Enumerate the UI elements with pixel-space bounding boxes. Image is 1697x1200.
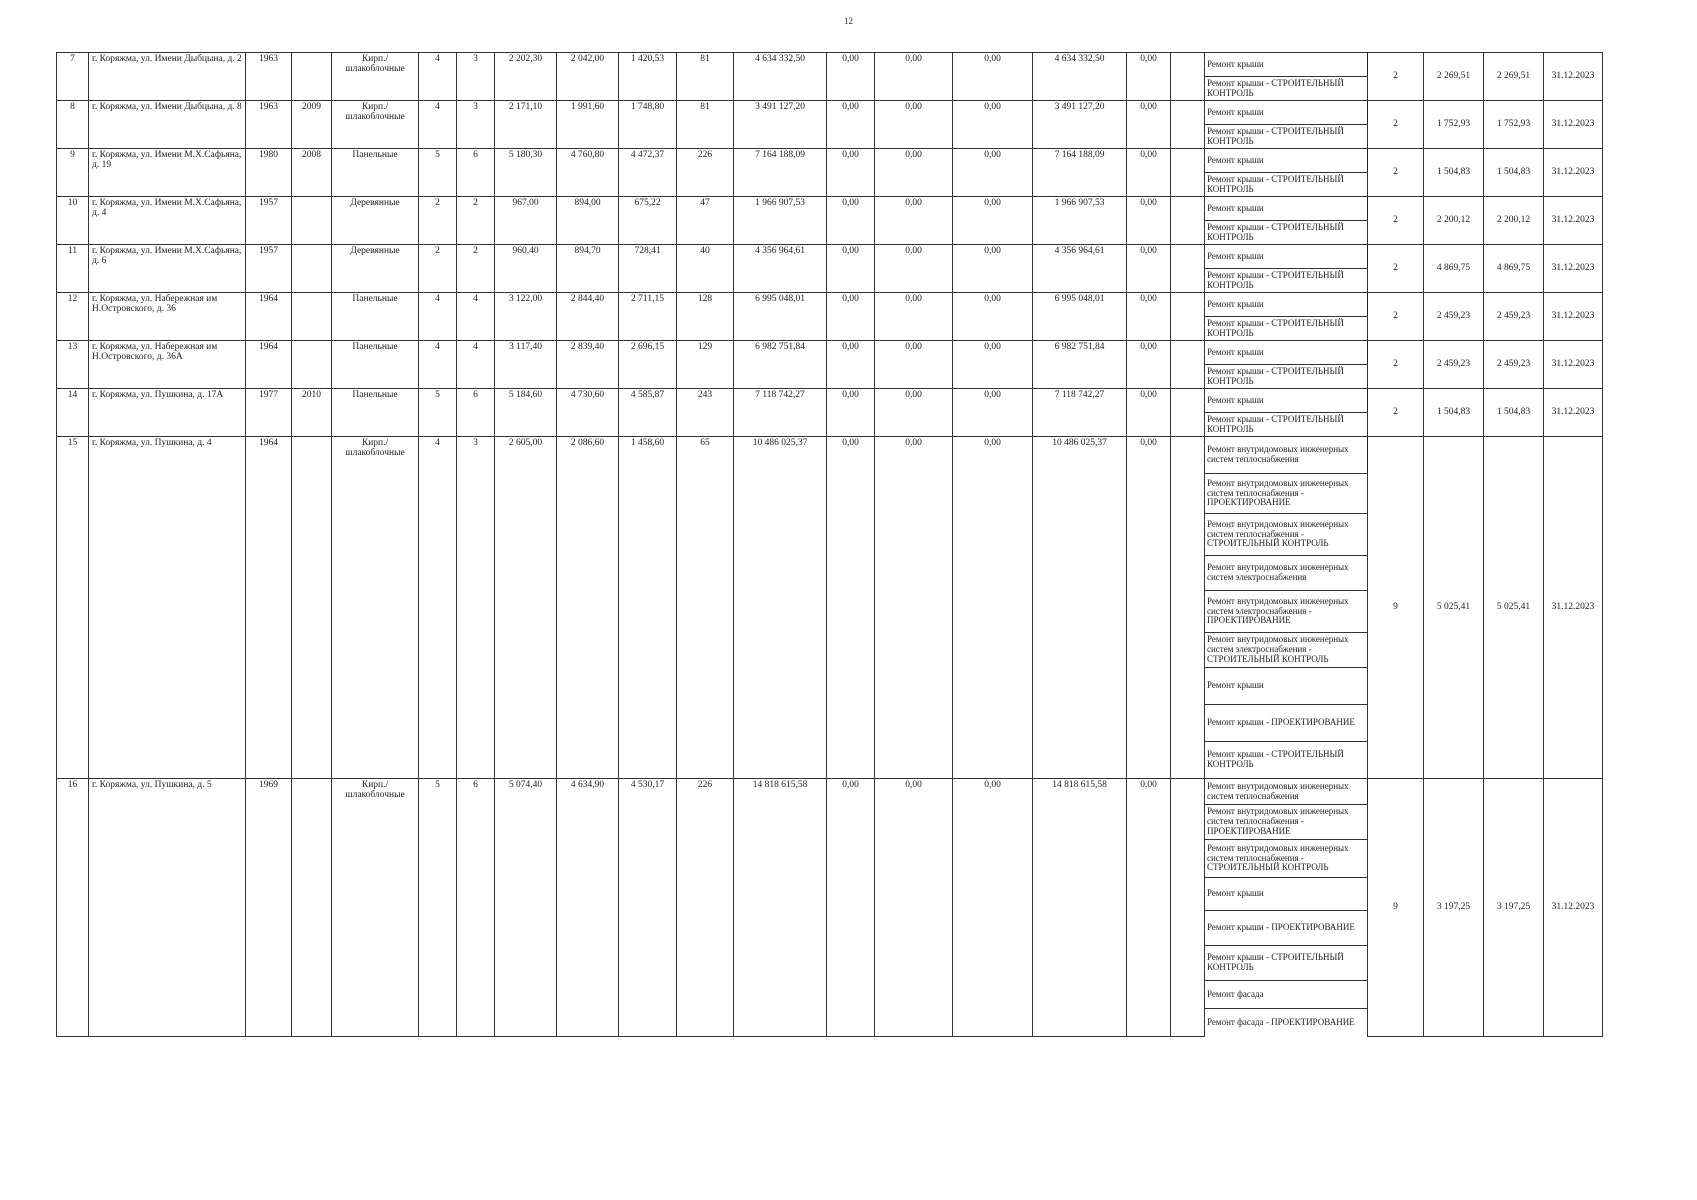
- cost-region: 0,00: [875, 245, 953, 293]
- row-number: 8: [57, 101, 89, 149]
- cost-fund: 0,00: [827, 779, 875, 1037]
- table-row: [57, 389, 1603, 413]
- residents: 129: [677, 341, 734, 389]
- cost-other: 0,00: [1127, 293, 1171, 341]
- entrances: 3: [457, 101, 495, 149]
- row-number: 16: [57, 779, 89, 1037]
- year-overhaul: 2008: [292, 149, 332, 197]
- year-built: 1977: [246, 389, 292, 437]
- max-cost: 1 752,93: [1484, 101, 1544, 149]
- year-built: 1963: [246, 101, 292, 149]
- max-cost: 2 269,51: [1484, 53, 1544, 101]
- table-row: [57, 149, 1603, 173]
- entrances: 3: [457, 437, 495, 779]
- work-type: Ремонт крыши - СТРОИТЕЛЬНЫЙ КОНТРОЛЬ: [1205, 413, 1368, 437]
- deadline: 31.12.2023: [1544, 437, 1603, 779]
- cost-other: 0,00: [1127, 341, 1171, 389]
- floors: 5: [419, 389, 457, 437]
- work-type: Ремонт крыши: [1205, 878, 1368, 911]
- area-total: 5 074,40: [495, 779, 557, 1037]
- cost-total: 3 491 127,20: [734, 101, 827, 149]
- work-count: 2: [1368, 245, 1424, 293]
- area-total: 2 202,30: [495, 53, 557, 101]
- area-total: 5 184,60: [495, 389, 557, 437]
- spacer-cell: [1171, 197, 1205, 245]
- floors: 4: [419, 437, 457, 779]
- year-overhaul: [292, 779, 332, 1037]
- deadline: 31.12.2023: [1544, 293, 1603, 341]
- area-premises: 2 844,40: [557, 293, 619, 341]
- max-cost: 3 197,25: [1484, 779, 1544, 1037]
- work-type: Ремонт внутридомовых инженерных систем теплоснабжения - СТРОИТЕЛЬНЫЙ КОНТРОЛЬ: [1205, 840, 1368, 878]
- unit-cost: 1 504,83: [1424, 149, 1484, 197]
- work-type: Ремонт крыши - СТРОИТЕЛЬНЫЙ КОНТРОЛЬ: [1205, 125, 1368, 149]
- area-residential: 1 458,60: [619, 437, 677, 779]
- cost-region: 0,00: [875, 389, 953, 437]
- residents: 65: [677, 437, 734, 779]
- table-row: [57, 53, 1603, 77]
- unit-cost: 4 869,75: [1424, 245, 1484, 293]
- work-type: Ремонт крыши - ПРОЕКТИРОВАНИЕ: [1205, 911, 1368, 946]
- area-premises: 4 730,60: [557, 389, 619, 437]
- work-count: 2: [1368, 53, 1424, 101]
- work-type: Ремонт внутридомовых инженерных систем теплоснабжения - ПРОЕКТИРОВАНИЕ: [1205, 474, 1368, 514]
- address: г. Коряжма, ул. Набережная им Н.Островского, д. 36: [89, 293, 246, 341]
- row-number: 14: [57, 389, 89, 437]
- floors: 4: [419, 293, 457, 341]
- area-total: 2 171,10: [495, 101, 557, 149]
- cost-region: 0,00: [875, 293, 953, 341]
- table-row: [57, 293, 1603, 317]
- spacer-cell: [1171, 437, 1205, 779]
- entrances: 4: [457, 293, 495, 341]
- work-type: Ремонт внутридомовых инженерных систем теплоснабжения: [1205, 779, 1368, 805]
- address: г. Коряжма, ул. Имени М.Х.Сафьяна, д. 19: [89, 149, 246, 197]
- table-row: [57, 245, 1603, 269]
- area-total: 3 122,00: [495, 293, 557, 341]
- year-built: 1957: [246, 245, 292, 293]
- cost-fund: 0,00: [827, 149, 875, 197]
- spacer-cell: [1171, 245, 1205, 293]
- work-type: Ремонт крыши - СТРОИТЕЛЬНЫЙ КОНТРОЛЬ: [1205, 269, 1368, 293]
- deadline: 31.12.2023: [1544, 197, 1603, 245]
- year-overhaul: 2010: [292, 389, 332, 437]
- work-type: Ремонт крыши: [1205, 245, 1368, 269]
- year-built: 1964: [246, 437, 292, 779]
- wall-material: Кирп./ шлакоблочные: [332, 101, 419, 149]
- floors: 4: [419, 53, 457, 101]
- year-built: 1964: [246, 293, 292, 341]
- cost-region: 0,00: [875, 341, 953, 389]
- area-residential: 1 748,80: [619, 101, 677, 149]
- residents: 81: [677, 101, 734, 149]
- floors: 2: [419, 245, 457, 293]
- year-overhaul: 2009: [292, 101, 332, 149]
- cost-local: 0,00: [953, 437, 1033, 779]
- work-type: Ремонт внутридомовых инженерных систем теплоснабжения: [1205, 437, 1368, 474]
- address: г. Коряжма, ул. Пушкина, д. 4: [89, 437, 246, 779]
- spacer-cell: [1171, 293, 1205, 341]
- cost-other: 0,00: [1127, 101, 1171, 149]
- year-built: 1964: [246, 341, 292, 389]
- table-row: [57, 197, 1603, 221]
- cost-other: 0,00: [1127, 779, 1171, 1037]
- residents: 243: [677, 389, 734, 437]
- cost-local: 0,00: [953, 245, 1033, 293]
- cost-region: 0,00: [875, 53, 953, 101]
- table-row: [57, 779, 1603, 805]
- work-type: Ремонт крыши: [1205, 149, 1368, 173]
- year-overhaul: [292, 53, 332, 101]
- cost-total: 6 982 751,84: [734, 341, 827, 389]
- cost-fund: 0,00: [827, 53, 875, 101]
- cost-fund: 0,00: [827, 101, 875, 149]
- cost-fund: 0,00: [827, 341, 875, 389]
- cost-local: 0,00: [953, 293, 1033, 341]
- area-premises: 4 760,80: [557, 149, 619, 197]
- row-number: 13: [57, 341, 89, 389]
- year-built: 1957: [246, 197, 292, 245]
- cost-total: 7 118 742,27: [734, 389, 827, 437]
- entrances: 6: [457, 779, 495, 1037]
- area-total: 2 605,00: [495, 437, 557, 779]
- address: г. Коряжма, ул. Имени М.Х.Сафьяна, д. 4: [89, 197, 246, 245]
- wall-material: Панельные: [332, 389, 419, 437]
- residents: 128: [677, 293, 734, 341]
- cost-other: 0,00: [1127, 245, 1171, 293]
- unit-cost: 2 269,51: [1424, 53, 1484, 101]
- deadline: 31.12.2023: [1544, 341, 1603, 389]
- unit-cost: 1 752,93: [1424, 101, 1484, 149]
- cost-owners: 7 118 742,27: [1033, 389, 1127, 437]
- work-type: Ремонт крыши - СТРОИТЕЛЬНЫЙ КОНТРОЛЬ: [1205, 317, 1368, 341]
- work-type: Ремонт крыши: [1205, 389, 1368, 413]
- year-built: 1980: [246, 149, 292, 197]
- work-type: Ремонт внутридомовых инженерных систем теплоснабжения - ПРОЕКТИРОВАНИЕ: [1205, 805, 1368, 840]
- max-cost: 1 504,83: [1484, 389, 1544, 437]
- cost-local: 0,00: [953, 53, 1033, 101]
- address: г. Коряжма, ул. Пушкина, д. 17А: [89, 389, 246, 437]
- area-premises: 894,70: [557, 245, 619, 293]
- cost-owners: 14 818 615,58: [1033, 779, 1127, 1037]
- year-overhaul: [292, 197, 332, 245]
- area-premises: 1 991,60: [557, 101, 619, 149]
- cost-region: 0,00: [875, 149, 953, 197]
- table-body: [57, 53, 1603, 1037]
- cost-owners: 7 164 188,09: [1033, 149, 1127, 197]
- area-total: 3 117,40: [495, 341, 557, 389]
- work-type: Ремонт внутридомовых инженерных систем электроснабжения - ПРОЕКТИРОВАНИЕ: [1205, 591, 1368, 633]
- unit-cost: 3 197,25: [1424, 779, 1484, 1037]
- row-number: 9: [57, 149, 89, 197]
- residents: 226: [677, 779, 734, 1037]
- floors: 4: [419, 341, 457, 389]
- work-type: Ремонт крыши - СТРОИТЕЛЬНЫЙ КОНТРОЛЬ: [1205, 77, 1368, 101]
- wall-material: Панельные: [332, 149, 419, 197]
- cost-owners: 4 634 332,50: [1033, 53, 1127, 101]
- spacer-cell: [1171, 101, 1205, 149]
- spacer-cell: [1171, 149, 1205, 197]
- work-count: 9: [1368, 437, 1424, 779]
- page-number: 12: [844, 16, 853, 26]
- deadline: 31.12.2023: [1544, 149, 1603, 197]
- wall-material: Кирп./ шлакоблочные: [332, 779, 419, 1037]
- cost-other: 0,00: [1127, 389, 1171, 437]
- cost-total: 4 356 964,61: [734, 245, 827, 293]
- year-overhaul: [292, 341, 332, 389]
- cost-total: 7 164 188,09: [734, 149, 827, 197]
- cost-total: 4 634 332,50: [734, 53, 827, 101]
- work-count: 2: [1368, 149, 1424, 197]
- wall-material: Кирп./ шлакоблочные: [332, 437, 419, 779]
- work-type: Ремонт крыши - СТРОИТЕЛЬНЫЙ КОНТРОЛЬ: [1205, 742, 1368, 779]
- entrances: 3: [457, 53, 495, 101]
- spacer-cell: [1171, 341, 1205, 389]
- wall-material: Деревянные: [332, 245, 419, 293]
- work-type: Ремонт крыши: [1205, 668, 1368, 705]
- spacer-cell: [1171, 53, 1205, 101]
- unit-cost: 2 459,23: [1424, 293, 1484, 341]
- address: г. Коряжма, ул. Имени Дыбцына, д. 2: [89, 53, 246, 101]
- deadline: 31.12.2023: [1544, 101, 1603, 149]
- area-residential: 2 696,15: [619, 341, 677, 389]
- area-residential: 728,41: [619, 245, 677, 293]
- cost-owners: 10 486 025,37: [1033, 437, 1127, 779]
- work-count: 2: [1368, 101, 1424, 149]
- area-residential: 4 585,87: [619, 389, 677, 437]
- area-residential: 675,22: [619, 197, 677, 245]
- cost-other: 0,00: [1127, 437, 1171, 779]
- spacer-cell: [1171, 389, 1205, 437]
- residents: 47: [677, 197, 734, 245]
- unit-cost: 5 025,41: [1424, 437, 1484, 779]
- deadline: 31.12.2023: [1544, 245, 1603, 293]
- max-cost: 4 869,75: [1484, 245, 1544, 293]
- work-type: Ремонт крыши - СТРОИТЕЛЬНЫЙ КОНТРОЛЬ: [1205, 173, 1368, 197]
- cost-region: 0,00: [875, 197, 953, 245]
- cost-fund: 0,00: [827, 389, 875, 437]
- max-cost: 2 200,12: [1484, 197, 1544, 245]
- cost-local: 0,00: [953, 779, 1033, 1037]
- work-type: Ремонт внутридомовых инженерных систем теплоснабжения - СТРОИТЕЛЬНЫЙ КОНТРОЛЬ: [1205, 514, 1368, 556]
- work-type: Ремонт крыши - СТРОИТЕЛЬНЫЙ КОНТРОЛЬ: [1205, 946, 1368, 981]
- work-count: 2: [1368, 197, 1424, 245]
- area-total: 5 180,30: [495, 149, 557, 197]
- cost-owners: 3 491 127,20: [1033, 101, 1127, 149]
- cost-local: 0,00: [953, 101, 1033, 149]
- work-count: 9: [1368, 779, 1424, 1037]
- area-residential: 4 530,17: [619, 779, 677, 1037]
- deadline: 31.12.2023: [1544, 779, 1603, 1037]
- row-number: 15: [57, 437, 89, 779]
- area-premises: 4 634,90: [557, 779, 619, 1037]
- floors: 5: [419, 779, 457, 1037]
- area-premises: 2 839,40: [557, 341, 619, 389]
- work-count: 2: [1368, 341, 1424, 389]
- area-residential: 4 472,37: [619, 149, 677, 197]
- cost-owners: 6 995 048,01: [1033, 293, 1127, 341]
- address: г. Коряжма, ул. Набережная им Н.Островского, д. 36А: [89, 341, 246, 389]
- table-row: [57, 101, 1603, 125]
- row-number: 12: [57, 293, 89, 341]
- floors: 2: [419, 197, 457, 245]
- year-built: 1963: [246, 53, 292, 101]
- floors: 4: [419, 101, 457, 149]
- entrances: 6: [457, 389, 495, 437]
- address: г. Коряжма, ул. Пушкина, д. 5: [89, 779, 246, 1037]
- cost-other: 0,00: [1127, 149, 1171, 197]
- work-type: Ремонт крыши: [1205, 53, 1368, 77]
- table-row: [57, 437, 1603, 474]
- cost-owners: 1 966 907,53: [1033, 197, 1127, 245]
- cost-region: 0,00: [875, 437, 953, 779]
- address: г. Коряжма, ул. Имени Дыбцына, д. 8: [89, 101, 246, 149]
- entrances: 4: [457, 341, 495, 389]
- residents: 226: [677, 149, 734, 197]
- wall-material: Панельные: [332, 293, 419, 341]
- address: г. Коряжма, ул. Имени М.Х.Сафьяна, д. 6: [89, 245, 246, 293]
- cost-local: 0,00: [953, 149, 1033, 197]
- area-premises: 2 042,00: [557, 53, 619, 101]
- cost-total: 6 995 048,01: [734, 293, 827, 341]
- work-type: Ремонт крыши - ПРОЕКТИРОВАНИЕ: [1205, 705, 1368, 742]
- unit-cost: 2 459,23: [1424, 341, 1484, 389]
- max-cost: 5 025,41: [1484, 437, 1544, 779]
- cost-total: 1 966 907,53: [734, 197, 827, 245]
- floors: 5: [419, 149, 457, 197]
- work-type: Ремонт крыши - СТРОИТЕЛЬНЫЙ КОНТРОЛЬ: [1205, 365, 1368, 389]
- deadline: 31.12.2023: [1544, 53, 1603, 101]
- cost-other: 0,00: [1127, 53, 1171, 101]
- cost-fund: 0,00: [827, 245, 875, 293]
- unit-cost: 2 200,12: [1424, 197, 1484, 245]
- cost-local: 0,00: [953, 389, 1033, 437]
- year-built: 1969: [246, 779, 292, 1037]
- work-type: Ремонт крыши: [1205, 101, 1368, 125]
- cost-fund: 0,00: [827, 293, 875, 341]
- area-premises: 2 086,60: [557, 437, 619, 779]
- max-cost: 1 504,83: [1484, 149, 1544, 197]
- work-type: Ремонт внутридомовых инженерных систем электроснабжения: [1205, 556, 1368, 591]
- work-type: Ремонт внутридомовых инженерных систем электроснабжения - СТРОИТЕЛЬНЫЙ КОНТРОЛЬ: [1205, 633, 1368, 668]
- area-premises: 894,00: [557, 197, 619, 245]
- cost-region: 0,00: [875, 779, 953, 1037]
- max-cost: 2 459,23: [1484, 293, 1544, 341]
- row-number: 11: [57, 245, 89, 293]
- cost-other: 0,00: [1127, 197, 1171, 245]
- cost-region: 0,00: [875, 101, 953, 149]
- area-residential: 2 711,15: [619, 293, 677, 341]
- unit-cost: 1 504,83: [1424, 389, 1484, 437]
- row-number: 10: [57, 197, 89, 245]
- work-type: Ремонт крыши - СТРОИТЕЛЬНЫЙ КОНТРОЛЬ: [1205, 221, 1368, 245]
- cost-local: 0,00: [953, 341, 1033, 389]
- work-type: Ремонт фасада: [1205, 981, 1368, 1009]
- entrances: 2: [457, 245, 495, 293]
- area-total: 960,40: [495, 245, 557, 293]
- work-type: Ремонт крыши: [1205, 293, 1368, 317]
- wall-material: Деревянные: [332, 197, 419, 245]
- cost-total: 14 818 615,58: [734, 779, 827, 1037]
- row-number: 7: [57, 53, 89, 101]
- entrances: 2: [457, 197, 495, 245]
- table-row: [57, 341, 1603, 365]
- work-type: Ремонт фасада - ПРОЕКТИРОВАНИЕ: [1205, 1009, 1368, 1037]
- work-count: 2: [1368, 389, 1424, 437]
- area-total: 967,00: [495, 197, 557, 245]
- wall-material: Панельные: [332, 341, 419, 389]
- entrances: 6: [457, 149, 495, 197]
- wall-material: Кирп./ шлакоблочные: [332, 53, 419, 101]
- cost-owners: 6 982 751,84: [1033, 341, 1127, 389]
- cost-owners: 4 356 964,61: [1033, 245, 1127, 293]
- work-type: Ремонт крыши: [1205, 341, 1368, 365]
- year-overhaul: [292, 245, 332, 293]
- capital-repair-table: [56, 52, 1603, 1037]
- area-residential: 1 420,53: [619, 53, 677, 101]
- year-overhaul: [292, 293, 332, 341]
- year-overhaul: [292, 437, 332, 779]
- cost-fund: 0,00: [827, 197, 875, 245]
- work-count: 2: [1368, 293, 1424, 341]
- cost-total: 10 486 025,37: [734, 437, 827, 779]
- cost-local: 0,00: [953, 197, 1033, 245]
- max-cost: 2 459,23: [1484, 341, 1544, 389]
- residents: 81: [677, 53, 734, 101]
- deadline: 31.12.2023: [1544, 389, 1603, 437]
- spacer-cell: [1171, 779, 1205, 1037]
- work-type: Ремонт крыши: [1205, 197, 1368, 221]
- cost-fund: 0,00: [827, 437, 875, 779]
- residents: 40: [677, 245, 734, 293]
